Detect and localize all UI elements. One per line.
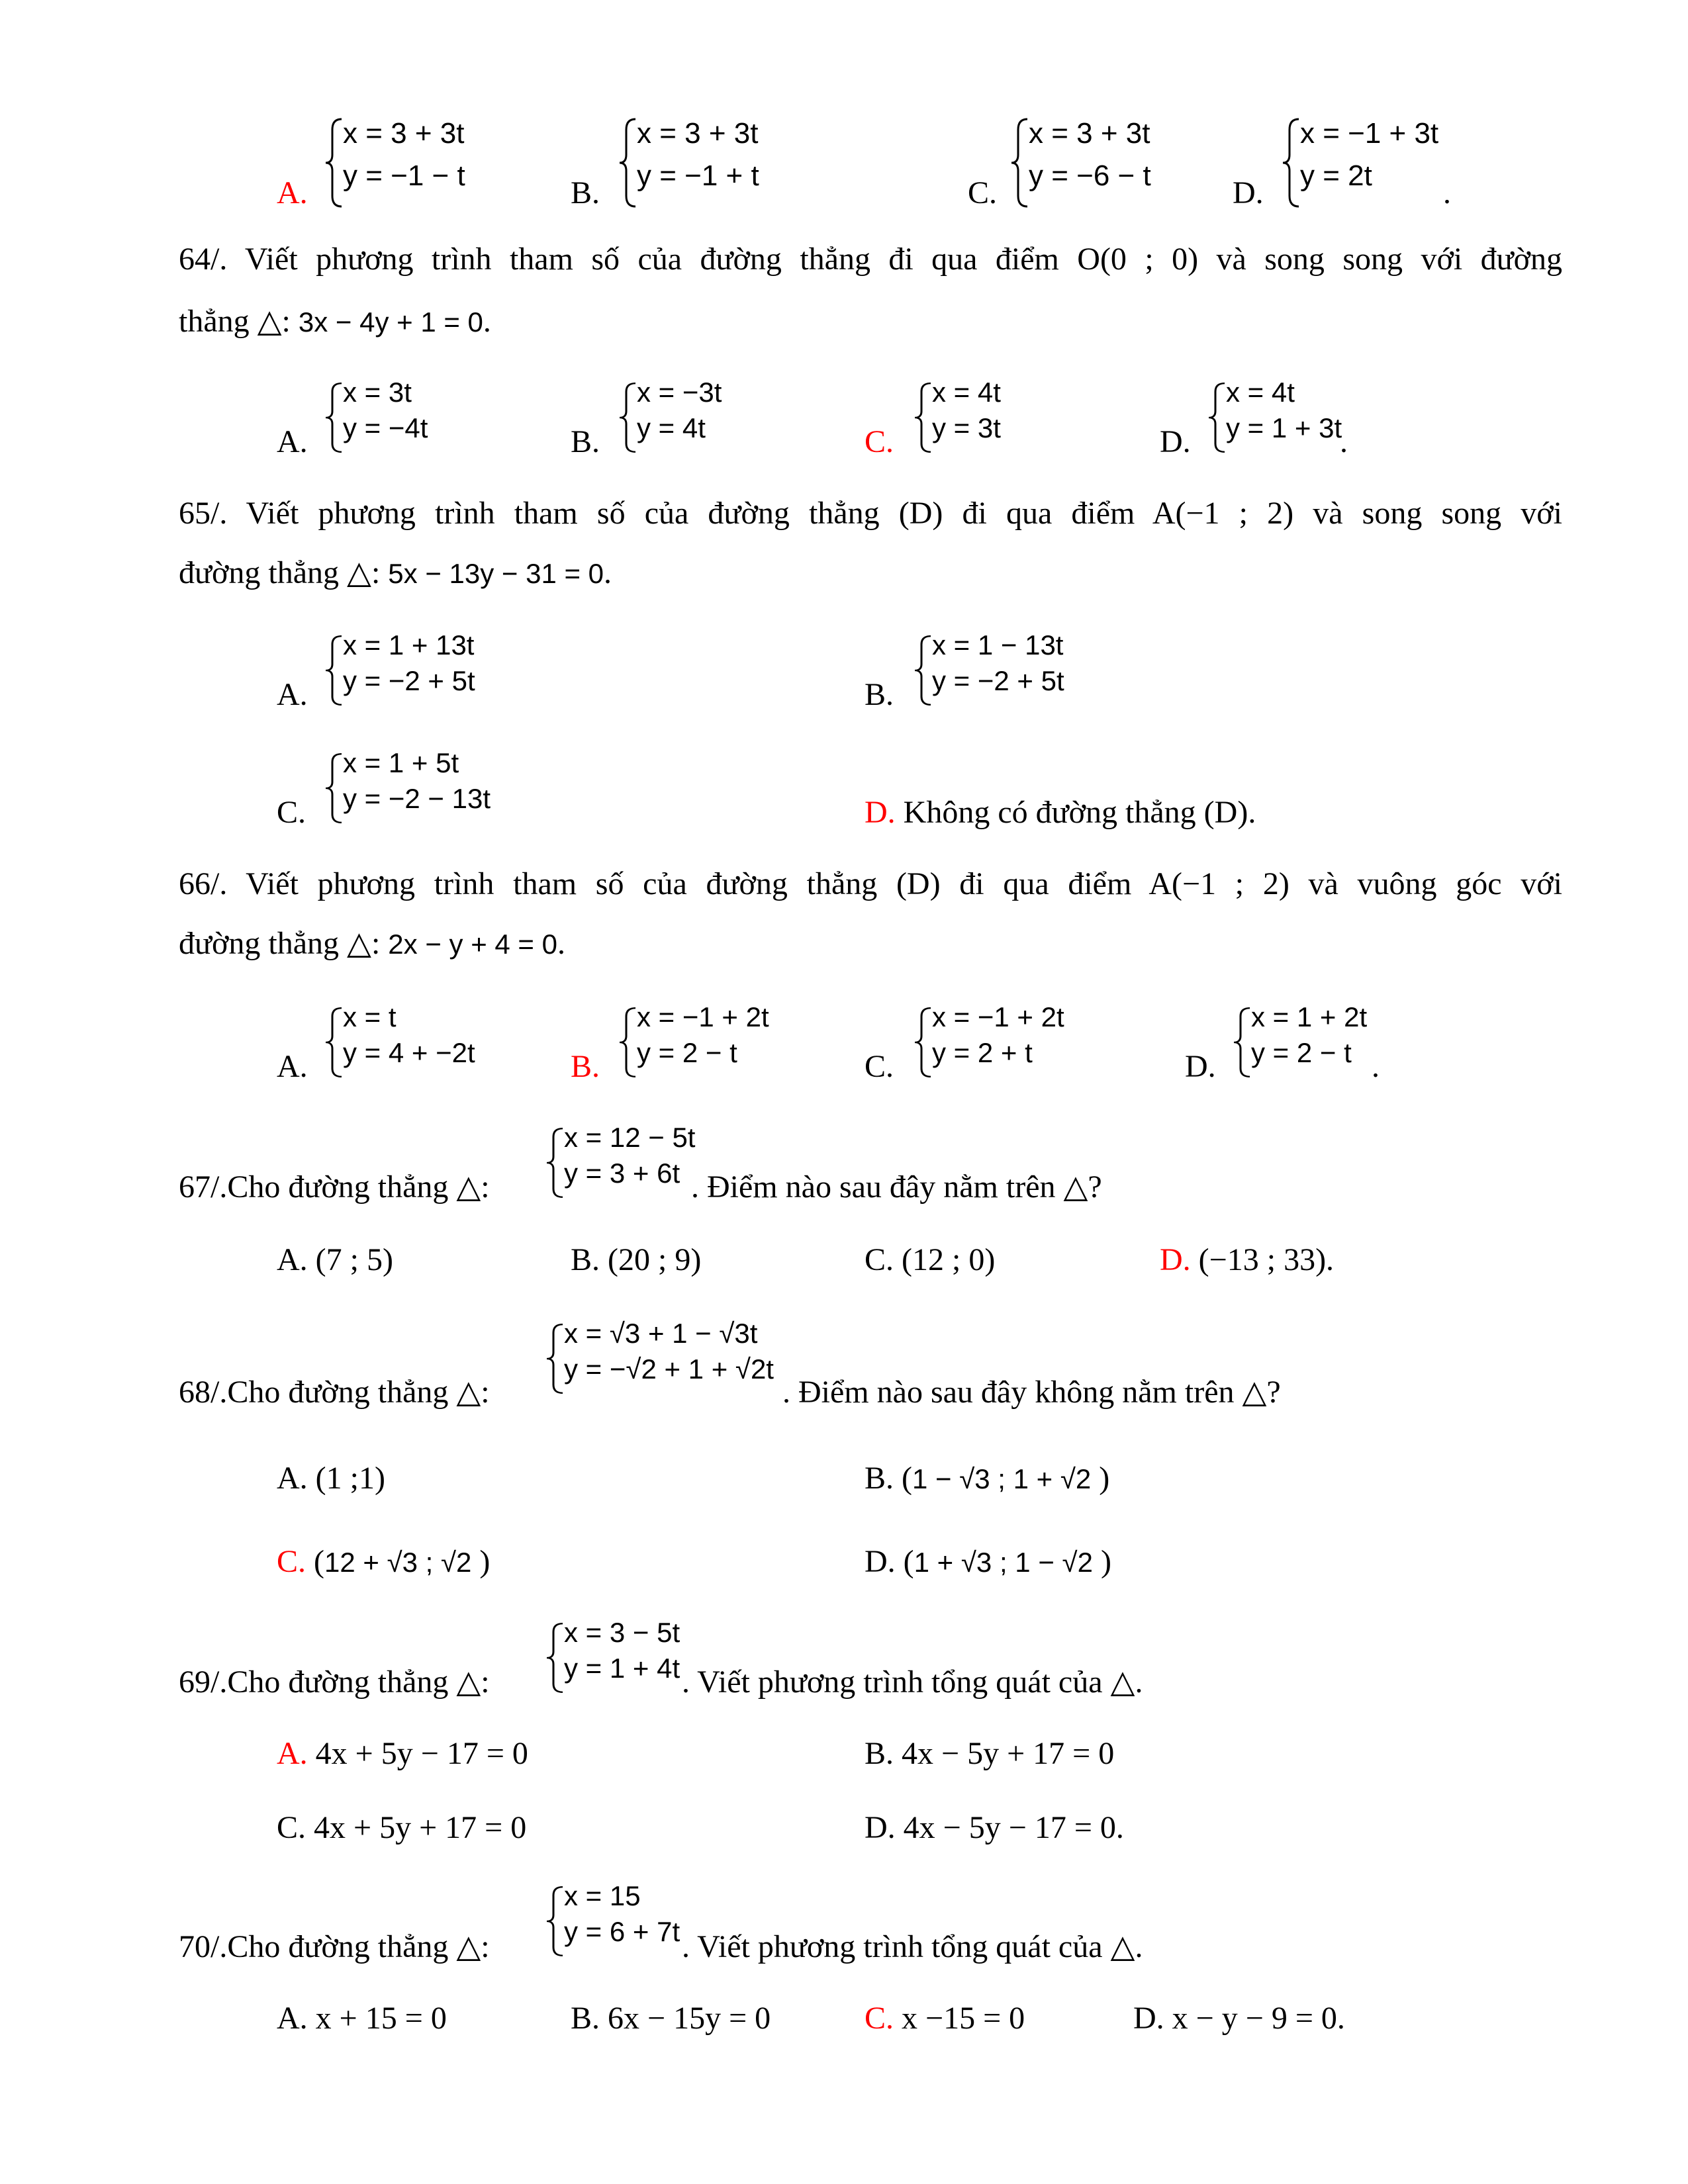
q66-option-b-label[interactable]: B. xyxy=(571,1049,600,1084)
q64-a-line1: x = 3t xyxy=(343,377,412,408)
q65-option-c-label[interactable]: C. xyxy=(277,795,306,830)
q68-option-d[interactable] xyxy=(865,1546,1111,1578)
q69-option-a-label: A. xyxy=(277,1736,308,1771)
q64-d-line2: y = 1 + 3t xyxy=(1226,412,1342,443)
q65-end: . xyxy=(604,555,612,590)
q70-option-a[interactable] xyxy=(277,2003,447,2034)
q68-option-b-math: 1 − √3 ; 1 + √2 xyxy=(912,1463,1092,1494)
q66-b-line2: y = 2 − t xyxy=(637,1037,737,1068)
brace-icon xyxy=(323,381,344,454)
q67-prefix: 67/.Cho đường thẳng △: xyxy=(179,1169,490,1205)
q63-d-line1: x = −1 + 3t xyxy=(1300,117,1439,150)
q65-option-a-label[interactable]: A. xyxy=(277,677,308,712)
q68-prefix: 68/.Cho đường thẳng △: xyxy=(179,1375,490,1410)
q66-prefix: đường thẳng △: xyxy=(179,926,381,961)
q66-d-line2: y = 2 − t xyxy=(1251,1037,1352,1068)
q67-option-c-text: (12 ; 0) xyxy=(902,1242,996,1277)
q63-d-line2: y = 2t xyxy=(1300,159,1372,192)
q63-option-b-system xyxy=(617,116,789,209)
q70-option-d[interactable] xyxy=(1133,2003,1345,2034)
q64-option-d-label[interactable]: D. xyxy=(1160,424,1191,459)
q66-c-line2: y = 2 + t xyxy=(932,1037,1033,1068)
q68-option-c-close: ) xyxy=(479,1544,491,1579)
q68-option-a[interactable] xyxy=(277,1463,385,1494)
brace-icon xyxy=(323,1006,344,1079)
q68-line1: x = √3 + 1 − √3t xyxy=(564,1318,758,1349)
brace-icon xyxy=(544,1885,565,1958)
q67-option-c[interactable] xyxy=(865,1244,995,1276)
q64-d-line1: x = 4t xyxy=(1226,377,1295,408)
q66-option-c-system xyxy=(912,1001,1084,1079)
q68-option-b[interactable] xyxy=(865,1463,1109,1494)
q70-option-c-label: C. xyxy=(865,2001,894,2036)
q69-option-c[interactable] xyxy=(277,1812,526,1844)
q69-option-b-label: B. xyxy=(865,1736,894,1771)
q65-option-b-label[interactable]: B. xyxy=(865,677,894,712)
q66-a-line1: x = t xyxy=(343,1001,397,1032)
q63-option-c-system xyxy=(1009,116,1181,209)
brace-icon xyxy=(544,1621,565,1694)
q69-prefix: 69/.Cho đường thẳng △: xyxy=(179,1664,490,1700)
brace-icon xyxy=(323,752,344,825)
q64-d-end: . xyxy=(1340,424,1348,459)
q68-option-d-math: 1 + √3 ; 1 − √2 xyxy=(914,1547,1093,1578)
q69-option-b[interactable] xyxy=(865,1738,1114,1770)
brace-icon xyxy=(323,634,344,707)
q65-a-line1: x = 1 + 13t xyxy=(343,629,475,660)
q65-equation: 5x − 13y − 31 = 0 xyxy=(388,558,604,589)
q66-equation: 2x − y + 4 = 0 xyxy=(388,929,557,960)
q63-c-line2: y = −6 − t xyxy=(1029,159,1151,192)
q68-option-d-close: ) xyxy=(1100,1544,1111,1579)
q69-line2: y = 1 + 4t xyxy=(564,1653,680,1684)
q68-suffix: . Điểm nào sau đây không nằm trên △? xyxy=(782,1375,1281,1410)
q63-option-a-label[interactable]: A. xyxy=(277,175,308,210)
q64-prompt-line1: 64/. Viết phương trình tham số của đường thẳng đi qua điểm O(0 ; 0) và song song với đường xyxy=(179,242,1562,277)
q68-option-d-label: D. xyxy=(865,1544,896,1579)
q63-d-end: . xyxy=(1443,175,1451,210)
q63-option-c-label[interactable]: C. xyxy=(968,175,998,210)
q70-option-c[interactable] xyxy=(865,2003,1025,2034)
q69-option-c-label: C. xyxy=(277,1810,306,1845)
brace-icon xyxy=(1206,381,1227,454)
q70-option-b-text: 6x − 15y = 0 xyxy=(608,2001,771,2036)
q68-option-d-open: ( xyxy=(903,1544,914,1579)
q64-prefix: thẳng △: xyxy=(179,304,291,339)
q64-prompt-line2 xyxy=(179,306,491,338)
q66-b-line1: x = −1 + 2t xyxy=(637,1001,769,1032)
q67-option-a-text: (7 ; 5) xyxy=(315,1242,393,1277)
q70-line2: y = 6 + 7t xyxy=(564,1916,680,1947)
brace-icon xyxy=(912,381,933,454)
q67-option-b[interactable] xyxy=(571,1244,701,1276)
q68-option-c[interactable] xyxy=(277,1546,490,1578)
q65-option-d[interactable] xyxy=(865,797,1256,829)
q70-option-b[interactable] xyxy=(571,2003,771,2034)
q64-option-d-system xyxy=(1206,377,1378,454)
q69-option-d-label: D. xyxy=(865,1810,896,1845)
q70-line1: x = 15 xyxy=(564,1880,641,1911)
q64-option-c-label[interactable]: C. xyxy=(865,424,894,459)
q65-prompt-line1: 65/. Viết phương trình tham số của đường thẳng (D) đi qua điểm A(−1 ; 2) và song song với xyxy=(179,496,1562,531)
q67-option-a-label: A. xyxy=(277,1242,308,1277)
q66-end: . xyxy=(557,926,565,961)
q66-option-b-system xyxy=(617,1001,789,1079)
q65-c-line2: y = −2 − 13t xyxy=(343,783,491,814)
brace-icon xyxy=(1009,116,1030,209)
q66-option-d-label[interactable]: D. xyxy=(1185,1049,1216,1084)
q70-option-b-label: B. xyxy=(571,2001,600,2036)
q63-option-a-system xyxy=(323,116,495,209)
q67-option-d-text: (−13 ; 33). xyxy=(1198,1242,1335,1277)
q65-option-b-system xyxy=(912,629,1084,707)
q64-option-b-system xyxy=(617,377,789,454)
q68-line2: y = −√2 + 1 + √2t xyxy=(564,1353,774,1385)
q70-option-d-label: D. xyxy=(1133,2001,1164,2036)
q65-prefix: đường thẳng △: xyxy=(179,555,381,590)
brace-icon xyxy=(912,634,933,707)
q64-a-line2: y = −4t xyxy=(343,412,428,443)
q63-c-line1: x = 3 + 3t xyxy=(1029,117,1150,150)
q69-option-b-text: 4x − 5y + 17 = 0 xyxy=(902,1736,1115,1771)
q63-option-d-system xyxy=(1280,116,1452,209)
q65-b-line1: x = 1 − 13t xyxy=(932,629,1064,660)
q65-a-line2: y = −2 + 5t xyxy=(343,665,475,696)
brace-icon xyxy=(1280,116,1301,209)
q65-option-c-system xyxy=(323,747,495,825)
q65-option-d-text: Không có đường thẳng (D). xyxy=(903,795,1256,830)
q64-c-line2: y = 3t xyxy=(932,412,1001,443)
q69-option-c-text: 4x + 5y + 17 = 0 xyxy=(314,1810,527,1845)
q63-a-line1: x = 3 + 3t xyxy=(343,117,465,150)
q69-option-d[interactable] xyxy=(865,1812,1124,1844)
q64-b-line2: y = 4t xyxy=(637,412,706,443)
q70-prefix: 70/.Cho đường thẳng △: xyxy=(179,1929,490,1964)
brace-icon xyxy=(617,116,638,209)
brace-icon xyxy=(912,1006,933,1079)
q67-option-b-text: (20 ; 9) xyxy=(608,1242,702,1277)
q66-d-end: . xyxy=(1372,1049,1380,1084)
q63-option-d-label[interactable]: D. xyxy=(1233,175,1264,210)
brace-icon xyxy=(323,116,344,209)
q64-option-b-label[interactable]: B. xyxy=(571,424,600,459)
q64-c-line1: x = 4t xyxy=(932,377,1001,408)
q66-prompt-line1: 66/. Viết phương trình tham số của đường thẳng (D) đi qua điểm A(−1 ; 2) và vuông góc với xyxy=(179,866,1562,901)
q67-option-c-label: C. xyxy=(865,1242,894,1277)
brace-icon xyxy=(544,1322,565,1395)
q69-option-d-text: 4x − 5y − 17 = 0. xyxy=(903,1810,1124,1845)
brace-icon xyxy=(617,1006,638,1079)
q68-option-c-math: 12 + √3 ; √2 xyxy=(324,1547,472,1578)
q69-option-a[interactable] xyxy=(277,1738,528,1770)
q68-option-c-label: C. xyxy=(277,1544,306,1579)
brace-icon xyxy=(617,381,638,454)
q70-option-a-text: x + 15 = 0 xyxy=(315,2001,447,2036)
q68-option-a-text: (1 ;1) xyxy=(315,1461,385,1496)
q63-option-b-label[interactable]: B. xyxy=(571,175,600,210)
q66-option-a-system xyxy=(323,1001,495,1079)
q68-system xyxy=(544,1318,782,1395)
q66-a-line2: y = 4 + −2t xyxy=(343,1037,475,1068)
q67-line1: x = 12 − 5t xyxy=(564,1122,696,1153)
q63-b-line2: y = −1 + t xyxy=(637,159,759,192)
q65-c-line1: x = 1 + 5t xyxy=(343,747,459,778)
q64-option-c-system xyxy=(912,377,1084,454)
q69-line1: x = 3 − 5t xyxy=(564,1617,680,1648)
q65-prompt-line2 xyxy=(179,557,612,589)
q66-c-line1: x = −1 + 2t xyxy=(932,1001,1064,1032)
q65-b-line2: y = −2 + 5t xyxy=(932,665,1064,696)
q68-option-a-label: A. xyxy=(277,1461,308,1496)
q68-option-b-label: B. xyxy=(865,1461,894,1496)
q66-option-a-label[interactable]: A. xyxy=(277,1049,308,1084)
q68-option-b-open: ( xyxy=(902,1461,912,1496)
q67-option-b-label: B. xyxy=(571,1242,600,1277)
q67-option-a[interactable] xyxy=(277,1244,393,1276)
q64-option-a-label[interactable]: A. xyxy=(277,424,308,459)
q65-option-a-system xyxy=(323,629,495,707)
brace-icon xyxy=(544,1126,565,1199)
q66-prompt-line2 xyxy=(179,928,565,960)
q67-option-d[interactable] xyxy=(1160,1244,1334,1276)
q68-option-c-open: ( xyxy=(314,1544,324,1579)
q70-suffix: . Viết phương trình tổng quát của △. xyxy=(682,1929,1143,1964)
q65-option-d-label: D. xyxy=(865,795,896,830)
q70-option-d-text: x − y − 9 = 0. xyxy=(1172,2001,1345,2036)
q70-option-a-label: A. xyxy=(277,2001,308,2036)
q67-suffix: . Điểm nào sau đây nằm trên △? xyxy=(691,1169,1102,1205)
q68-option-b-close: ) xyxy=(1099,1461,1110,1496)
q67-line2: y = 3 + 6t xyxy=(564,1158,680,1189)
q70-option-c-text: x −15 = 0 xyxy=(902,2001,1025,2036)
q69-suffix: . Viết phương trình tổng quát của △. xyxy=(682,1664,1143,1700)
q64-b-line1: x = −3t xyxy=(637,377,722,408)
q66-option-c-label[interactable]: C. xyxy=(865,1049,894,1084)
brace-icon xyxy=(1231,1006,1252,1079)
q63-b-line1: x = 3 + 3t xyxy=(637,117,759,150)
q67-system xyxy=(544,1122,716,1199)
q69-option-a-text: 4x + 5y − 17 = 0 xyxy=(315,1736,528,1771)
q64-end: . xyxy=(483,304,491,339)
q64-option-a-system xyxy=(323,377,495,454)
q64-equation: 3x − 4y + 1 = 0 xyxy=(298,306,483,338)
q63-a-line2: y = −1 − t xyxy=(343,159,465,192)
q67-option-d-label: D. xyxy=(1160,1242,1191,1277)
q66-d-line1: x = 1 + 2t xyxy=(1251,1001,1368,1032)
